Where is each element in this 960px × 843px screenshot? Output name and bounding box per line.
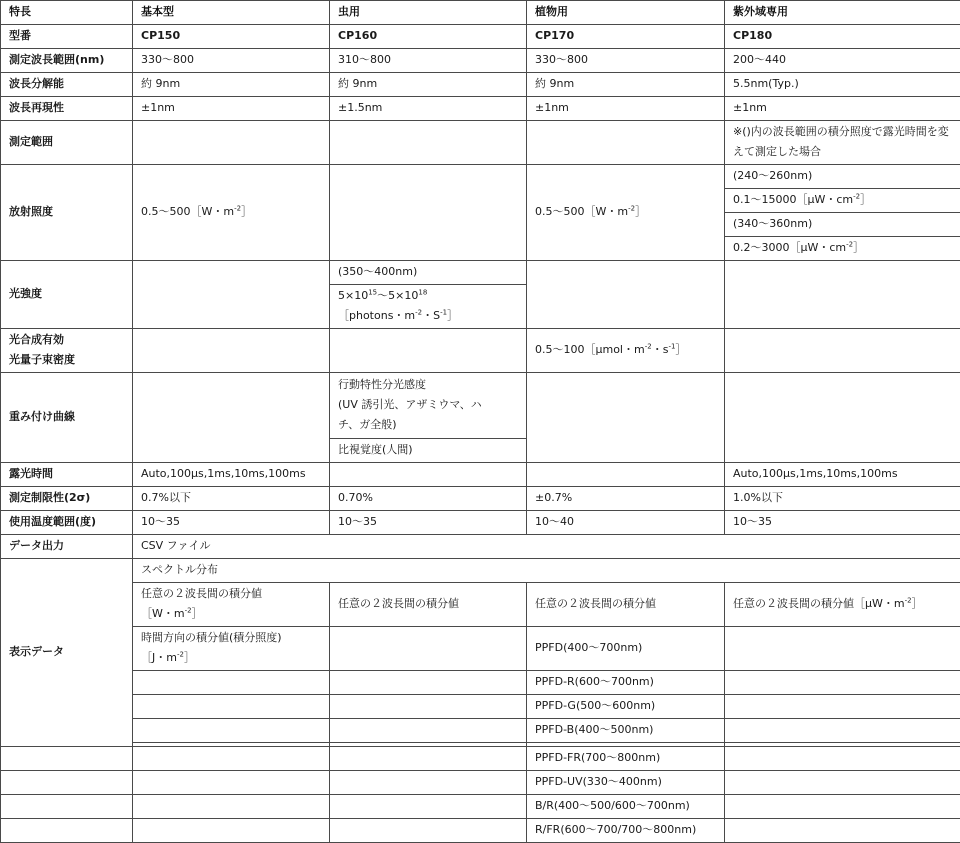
reproducibility-row xyxy=(1,97,960,121)
weighting-cp170 xyxy=(527,373,725,463)
display-empty-cp160 xyxy=(330,671,527,695)
display-time-cp180 xyxy=(725,627,960,671)
display-row-ppfd-fr xyxy=(1,747,960,771)
resolution-label: 波長分解能 xyxy=(1,73,133,97)
display-ppfd-b-cp170: PPFD-B(400～500nm) xyxy=(527,719,725,743)
measure-range-row xyxy=(1,121,960,165)
model-cp150: CP150 xyxy=(133,25,330,49)
display-ppfd-cp170: PPFD(400～700nm) xyxy=(527,627,725,671)
resolution-cp150: 約 9nm xyxy=(133,73,330,97)
photon-intensity-label: 光強度 xyxy=(1,261,133,329)
display-rfr-cp170: R/FR(600～700/700～800nm) xyxy=(527,819,725,843)
photon-intensity-row-1 xyxy=(1,261,960,285)
reproducibility-label: 波長再現性 xyxy=(1,97,133,121)
ppfd-density-cp170: 0.5～100［μmol・$m^{-2}$・$s^{-1}]$ xyxy=(527,329,725,373)
display-empty-cp160 xyxy=(330,747,527,771)
measure-range-cp170 xyxy=(527,121,725,165)
reproducibility-cp160: ±1.5nm xyxy=(330,97,527,121)
continuation-lead xyxy=(1,819,133,843)
weighting-cp180 xyxy=(725,373,960,463)
display-integral-cp170: 任意の２波長間の積分値 xyxy=(527,583,725,627)
limit-cp160: 0.70% xyxy=(330,487,527,511)
display-empty-cp150 xyxy=(133,819,330,843)
irradiance-cp170: 0.5～500［W・$m^{-2}]$ xyxy=(527,165,725,261)
header-uv: 紫外域専用 xyxy=(725,1,960,25)
irradiance-cp160 xyxy=(330,165,527,261)
display-ppfd-uv-cp170: PPFD-UV(330～400nm) xyxy=(527,771,725,795)
temperature-label: 使用温度範囲(度) xyxy=(1,511,133,535)
display-integral-cp160: 任意の２波長間の積分値 xyxy=(330,583,527,627)
header-row xyxy=(1,1,960,25)
display-row-br xyxy=(1,795,960,819)
wavelength-range-cp160: 310～800 xyxy=(330,49,527,73)
data-output-row xyxy=(1,535,960,559)
model-cp160: CP160 xyxy=(330,25,527,49)
display-ppfd-g-cp170: PPFD-G(500～600nm) xyxy=(527,695,725,719)
display-empty-cp180 xyxy=(725,819,960,843)
display-integral-cp180: 任意の２波長間の積分値［μW・$m^{-2}]$ xyxy=(725,583,960,627)
ppfd-density-cp150 xyxy=(133,329,330,373)
display-empty-cp160 xyxy=(330,795,527,819)
weighting-cp160-human: 比視覚度(人間) xyxy=(330,439,527,463)
display-empty-cp180 xyxy=(725,695,960,719)
display-empty-cp160 xyxy=(330,771,527,795)
ppfd-density-label: 光合成有効 光量子束密度 xyxy=(1,329,133,373)
exposure-cp160 xyxy=(330,463,527,487)
reproducibility-cp180: ±1nm xyxy=(725,97,960,121)
data-output-value: CSV ファイル xyxy=(133,535,960,559)
reproducibility-cp150: ±1nm xyxy=(133,97,330,121)
display-empty-cp180 xyxy=(725,719,960,743)
display-empty-cp150 xyxy=(133,771,330,795)
irradiance-cp180-value-2: 0.2～3000［μW・$cm^{-2}]$ xyxy=(725,237,960,261)
photon-intensity-cp170 xyxy=(527,261,725,329)
wavelength-range-cp150: 330～800 xyxy=(133,49,330,73)
display-spectrum: スペクトル分布 xyxy=(133,559,960,583)
display-empty-cp150 xyxy=(133,671,330,695)
display-row-rfr xyxy=(1,819,960,843)
display-empty-cp150 xyxy=(133,695,330,719)
display-row-spectrum xyxy=(1,559,960,583)
display-br-cp170: B/R(400～500/600～700nm) xyxy=(527,795,725,819)
ppfd-density-row xyxy=(1,329,960,373)
ppfd-density-cp160 xyxy=(330,329,527,373)
limit-cp150: 0.7%以下 xyxy=(133,487,330,511)
display-row-integral xyxy=(1,583,960,627)
measure-range-note-cp180: ※()内の波長範囲の積分照度で露光時間を変えて測定した場合 xyxy=(725,121,960,165)
resolution-cp160: 約 9nm xyxy=(330,73,527,97)
temperature-cp160: 10～35 xyxy=(330,511,527,535)
temperature-cp150: 10～35 xyxy=(133,511,330,535)
irradiance-label: 放射照度 xyxy=(1,165,133,261)
irradiance-cp180-range-1: (240～260nm) xyxy=(725,165,960,189)
limit-cp180: 1.0%以下 xyxy=(725,487,960,511)
wavelength-range-cp180: 200～440 xyxy=(725,49,960,73)
exposure-label: 露光時間 xyxy=(1,463,133,487)
weighting-row-1 xyxy=(1,373,960,439)
exposure-cp180: Auto,100μs,1ms,10ms,100ms xyxy=(725,463,960,487)
display-ppfd-r-cp170: PPFD-R(600～700nm) xyxy=(527,671,725,695)
model-cp180: CP180 xyxy=(725,25,960,49)
display-empty-cp150 xyxy=(133,719,330,743)
display-row-ppfd-r xyxy=(1,671,960,695)
measure-range-label: 測定範囲 xyxy=(1,121,133,165)
display-row-ppfd-uv xyxy=(1,771,960,795)
model-label: 型番 xyxy=(1,25,133,49)
display-empty-cp180 xyxy=(725,795,960,819)
limit-row xyxy=(1,487,960,511)
photon-intensity-cp150 xyxy=(133,261,330,329)
exposure-row xyxy=(1,463,960,487)
wavelength-range-cp170: 330～800 xyxy=(527,49,725,73)
photon-intensity-cp160-value: $5\times 10^{15}\sim 5\times 10^{18}$ ［photons・$m^{-2}$・$S^{-1}]$ xyxy=(330,285,527,329)
model-cp170: CP170 xyxy=(527,25,725,49)
display-empty-cp160 xyxy=(330,819,527,843)
wavelength-range-row xyxy=(1,49,960,73)
resolution-cp180: 5.5nm(Typ.) xyxy=(725,73,960,97)
irradiance-cp150: 0.5～500［W・$m^{-2}]$ xyxy=(133,165,330,261)
resolution-row xyxy=(1,73,960,97)
display-empty-cp150 xyxy=(133,795,330,819)
display-empty-cp160 xyxy=(330,695,527,719)
model-row xyxy=(1,25,960,49)
continuation-lead xyxy=(1,747,133,771)
limit-cp170: ±0.7% xyxy=(527,487,725,511)
display-row-ppfd-g xyxy=(1,695,960,719)
header-insect: 虫用 xyxy=(330,1,527,25)
display-empty-cp150 xyxy=(133,747,330,771)
continuation-lead xyxy=(1,795,133,819)
display-empty-cp180 xyxy=(725,747,960,771)
display-time-cp160 xyxy=(330,627,527,671)
weighting-label: 重み付け曲線 xyxy=(1,373,133,463)
measure-range-cp150 xyxy=(133,121,330,165)
header-feature: 特長 xyxy=(1,1,133,25)
temperature-cp170: 10～40 xyxy=(527,511,725,535)
data-output-label: データ出力 xyxy=(1,535,133,559)
temperature-row xyxy=(1,511,960,535)
header-plant: 植物用 xyxy=(527,1,725,25)
reproducibility-cp170: ±1nm xyxy=(527,97,725,121)
header-basic: 基本型 xyxy=(133,1,330,25)
weighting-cp150 xyxy=(133,373,330,463)
display-time-cp150: 時間方向の積分値(積分照度) ［J・$m^{-2}]$ xyxy=(133,627,330,671)
exposure-cp170 xyxy=(527,463,725,487)
continuation-lead xyxy=(1,771,133,795)
weighting-cp160-insect: 行動特性分光感度 (UV 誘引光、アザミウマ、ハ チ、ガ全般) xyxy=(330,373,527,439)
measure-range-cp160 xyxy=(330,121,527,165)
ppfd-density-cp180 xyxy=(725,329,960,373)
photon-intensity-cp180 xyxy=(725,261,960,329)
irradiance-cp180-value-1: 0.1～15000［μW・$cm^{-2}]$ xyxy=(725,189,960,213)
limit-label: 測定制限性(2σ) xyxy=(1,487,133,511)
display-empty-cp160 xyxy=(330,719,527,743)
wavelength-range-label: 測定波長範囲(nm) xyxy=(1,49,133,73)
display-label: 表示データ xyxy=(1,559,133,747)
display-row-time xyxy=(1,627,960,671)
resolution-cp170: 約 9nm xyxy=(527,73,725,97)
display-integral-cp150: 任意の２波長間の積分値 ［W・$m^{-2}]$ xyxy=(133,583,330,627)
display-row-ppfd-b xyxy=(1,719,960,743)
irradiance-row-1 xyxy=(1,165,960,189)
display-empty-cp180 xyxy=(725,671,960,695)
irradiance-cp180-range-2: (340～360nm) xyxy=(725,213,960,237)
photon-intensity-cp160-range: (350～400nm) xyxy=(330,261,527,285)
exposure-cp150: Auto,100μs,1ms,10ms,100ms xyxy=(133,463,330,487)
display-ppfd-fr-cp170: PPFD-FR(700～800nm) xyxy=(527,747,725,771)
temperature-cp180: 10～35 xyxy=(725,511,960,535)
display-empty-cp180 xyxy=(725,771,960,795)
